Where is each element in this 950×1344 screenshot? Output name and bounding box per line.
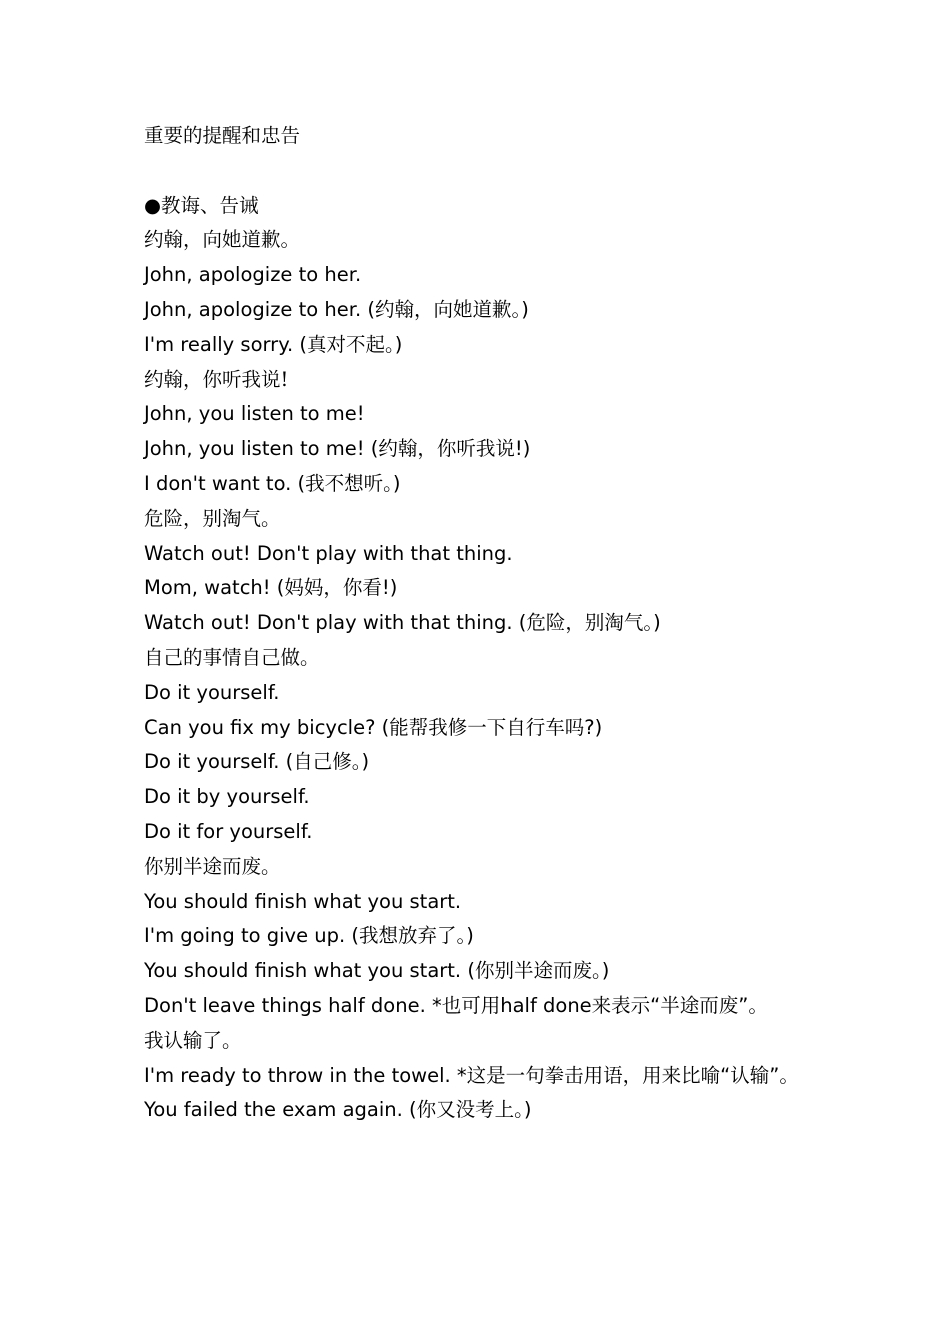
text-line: Do it yourself. (自己修。) [144,750,370,774]
text-line: 你别半途而废。 [144,854,281,878]
text-line: Can you fix my bicycle? (能帮我修一下自行车吗?) [144,715,603,739]
text-line: 约翰，向她道歉。 [144,228,301,252]
text-line: 约翰，你听我说! [144,367,289,391]
text-line: Do it for yourself. [144,819,313,843]
text-line: You should finish what you start. [144,889,462,913]
text-line: John, you listen to me! [144,402,365,426]
text-line: 自己的事情自己做。 [144,645,320,669]
text-line: I'm going to give up. (我想放弃了。) [144,924,474,948]
section-heading: ●教诲、告诫 [144,193,259,217]
text-line: Don't leave things half done. *也可用half done来表示“半途而废”。 [144,993,768,1017]
document-title: 重要的提醒和忠告 [144,124,301,147]
text-line: 我认输了。 [144,1028,242,1052]
document-body [144,119,804,1128]
text-line: Mom, watch! (妈妈，你看!) [144,576,398,600]
text-line: John, apologize to her. (约翰，向她道歉。) [144,297,529,321]
text-line: I'm ready to throw in the towel. *这是一句拳击用语，用来比喻“认输”。 [144,1063,799,1087]
text-line: John, apologize to her. [144,263,362,287]
text-line: I'm really sorry. (真对不起。) [144,332,403,356]
text-line: 危险，别淘气。 [144,506,281,530]
text-line: Watch out! Don't play with that thing. [144,541,513,565]
text-line: Do it by yourself. [144,785,310,809]
text-line: You failed the exam again. (你又没考上。) [144,1098,532,1122]
text-line: Watch out! Don't play with that thing. (危险，别淘气。) [144,611,661,635]
text-line: I don't want to. (我不想听。) [144,471,401,495]
text-line: You should finish what you start. (你别半途而废。) [144,959,610,983]
text-line: Do it yourself. [144,680,280,704]
text-line: John, you listen to me! (约翰，你听我说!) [144,437,531,461]
